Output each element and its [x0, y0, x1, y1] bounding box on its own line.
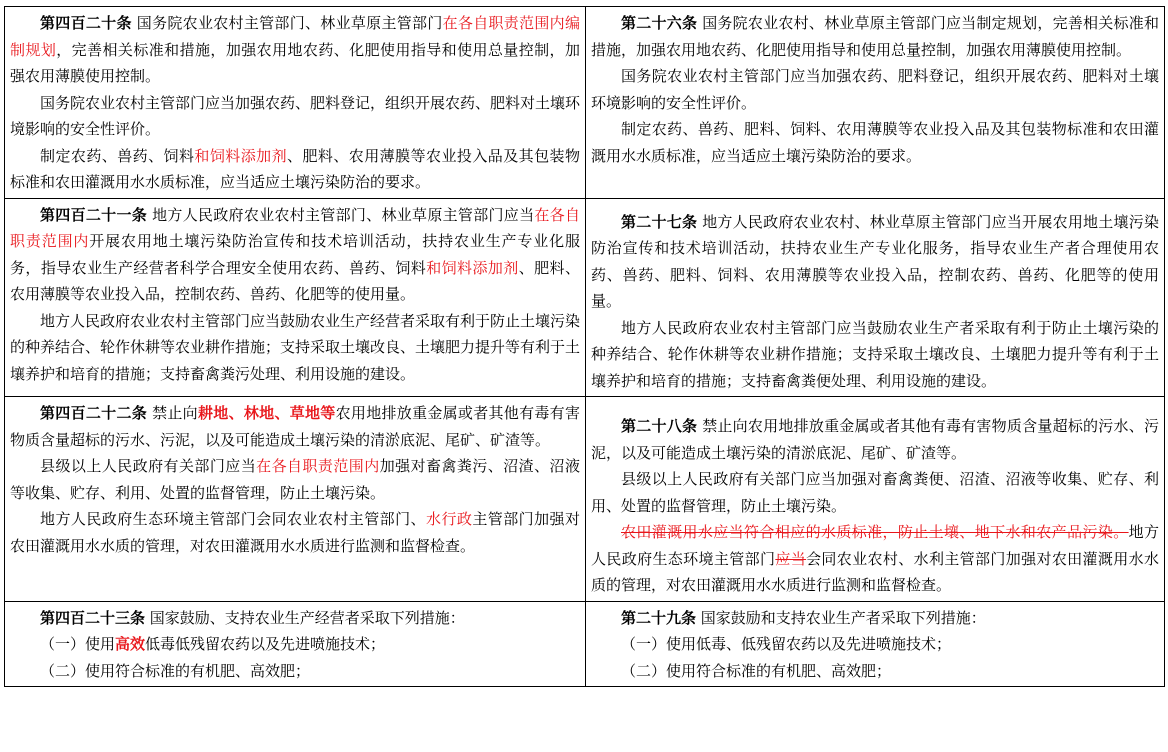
article-paragraph: 制定农药、兽药、肥料、饲料、农用薄膜等农业投入品及其包装物标准和农田灌溉用水水质标准，应当适应土壤污染防治的要求。: [591, 120, 1159, 165]
article-number: 第四百二十条: [40, 14, 132, 32]
table-row: [5, 7, 1165, 199]
article-paragraph: 县级以上人民政府有关部门应当加强对畜禽粪便、沼渣、沼液等收集、贮存、利用、处置的监督管理，防止土壤污染。: [591, 470, 1159, 515]
old-article-cell: [5, 198, 586, 397]
added-text: 水行政: [426, 510, 473, 528]
added-text: 高效: [115, 635, 146, 653]
old-article-cell: [5, 397, 586, 602]
article-paragraph: 第四百二十二条 禁止向耕地、林地、草地等农用地排放重金属或者其他有毒有害物质含量超标的污水、污泥，以及可能造成土壤污染的清淤底泥、尾矿、矿渣等。: [10, 404, 580, 449]
added-text: 和饲料添加剂: [194, 146, 288, 165]
article-number: 第二十七条: [621, 212, 698, 231]
article-paragraph: 地方人民政府生态环境主管部门会同农业农村主管部门、水行政主管部门加强对农田灌溉用水水质的管理，对农田灌溉用水水质进行监测和监督检查。: [10, 510, 580, 555]
article-paragraph: 第四百二十三条 国家鼓励、支持农业生产经营者采取下列措施：: [40, 608, 465, 627]
article-paragraph: 县级以上人民政府有关部门应当在各自职责范围内加强对畜禽粪污、沼渣、沼液等收集、贮存、利用、处置的监督管理，防止土壤污染。: [10, 457, 580, 502]
article-paragraph: 国务院农业农村主管部门应当加强农药、肥料登记，组织开展农药、肥料对土壤环境影响的安全性评价。: [10, 93, 581, 138]
article-paragraph: 农田灌溉用水应当符合相应的水质标准，防止土壤、地下水和农产品污染。地方人民政府生态环境主管部门应当会同农业农村、水利主管部门加强对农田灌溉用水水质的管理，对农田灌溉用水水质进行监测和监督检查。: [591, 523, 1159, 594]
article-paragraph: （一）使用高效低毒低残留农药以及先进喷施技术；: [40, 635, 386, 653]
article-paragraph: 第二十八条 禁止向农用地排放重金属或者其他有毒有害物质含量超标的污水、污泥，以及可能造成土壤污染的清淤底泥、尾矿、矿渣等。: [591, 417, 1159, 462]
article-paragraph: （二）使用符合标准的有机肥、高效肥；: [621, 661, 892, 680]
article-paragraph: 第二十七条 地方人民政府农业农村、林业草原主管部门应当开展农用地土壤污染防治宣传和技术培训活动，扶持农业生产专业化服务，指导农业生产者合理使用农药、兽药、肥料、饲料、农用薄膜等农业投入品，控制农药、兽药、化肥等的使用量。: [591, 212, 1159, 310]
article-paragraph: 制定农药、兽药、饲料和饲料添加剂、肥料、农用薄膜等农业投入品及其包装物标准和农田灌溉用水水质标准，应当适应土壤污染防治的要求。: [10, 146, 580, 191]
old-article-cell: [5, 601, 586, 687]
article-number: 第四百二十二条: [40, 404, 148, 422]
article-paragraph: 地方人民政府农业农村主管部门应当鼓励农业生产者采取有利于防止土壤污染的种养结合、轮作休耕等农业耕作措施；支持采取土壤改良、土壤肥力提升等有利于土壤养护和培育的措施；支持畜禽粪便处理、利用设施的建设。: [591, 318, 1159, 390]
new-article-cell: [586, 7, 1165, 199]
added-text: 和饲料添加剂: [426, 258, 519, 277]
article-paragraph: 第四百二十一条 地方人民政府农业农村主管部门、林业草原主管部门应当在各自职责范围内开展农用地土壤污染防治宣传和技术培训活动，扶持农业生产专业化服务，指导农业生产经营者科学合理安全使用农药、兽药、饲料和饲料添加剂、肥料、农用薄膜等农业投入品，控制农药、兽药、化肥等的使用量。: [10, 205, 580, 303]
new-article-cell: [586, 601, 1165, 687]
article-number: 第二十九条: [621, 608, 697, 627]
article-paragraph: 第四百二十条 国务院农业农村主管部门、林业草原主管部门在各自职责范围内编制规划，完善相关标准和措施，加强农用地农药、化肥使用指导和使用总量控制，加强农用薄膜使用控制。: [10, 14, 580, 85]
table-row: [5, 198, 1165, 397]
added-text: 在各自职责范围内编制规划: [10, 14, 580, 59]
table-row: [5, 601, 1165, 687]
article-number: 第二十六条: [621, 14, 698, 32]
article-paragraph: 第二十六条 国务院农业农村、林业草原主管部门应当制定规划，完善相关标准和措施，加强农用地农药、化肥使用指导和使用总量控制，加强农用薄膜使用控制。: [591, 14, 1159, 59]
article-paragraph: 第二十九条 国家鼓励和支持农业生产者采取下列措施：: [621, 608, 986, 627]
deleted-text: 应当: [775, 549, 807, 568]
new-article-cell: [586, 397, 1165, 602]
added-text: 耕地、林地、草地等: [197, 404, 336, 422]
comparison-table: [4, 6, 1165, 687]
article-number: 第四百二十三条: [40, 608, 146, 627]
deleted-text: 农田灌溉用水应当符合相应的水质标准，防止土壤、地下水和农产品污染。: [621, 523, 1129, 541]
article-paragraph: （一）使用低毒、低残留农药以及先进喷施技术；: [621, 635, 952, 653]
added-text: 在各自职责范围内: [10, 205, 580, 250]
article-number: 第四百二十一条: [40, 205, 148, 224]
table-row: [5, 397, 1165, 602]
article-paragraph: 国务院农业农村主管部门应当加强农药、肥料登记，组织开展农药、肥料对土壤环境影响的安全性评价。: [591, 67, 1159, 112]
new-article-cell: [586, 198, 1165, 397]
added-text: 在各自职责范围内: [256, 457, 380, 475]
old-article-cell: [5, 7, 586, 199]
article-paragraph: 地方人民政府农业农村主管部门应当鼓励农业生产经营者采取有利于防止土壤污染的种养结合、轮作休耕等农业耕作措施；支持采取土壤改良、土壤肥力提升等有利于土壤养护和培育的措施；支持畜禽粪污处理、利用设施的建设。: [10, 311, 581, 383]
article-number: 第二十八条: [621, 417, 698, 435]
article-paragraph: （二）使用符合标准的有机肥、高效肥；: [40, 661, 311, 680]
